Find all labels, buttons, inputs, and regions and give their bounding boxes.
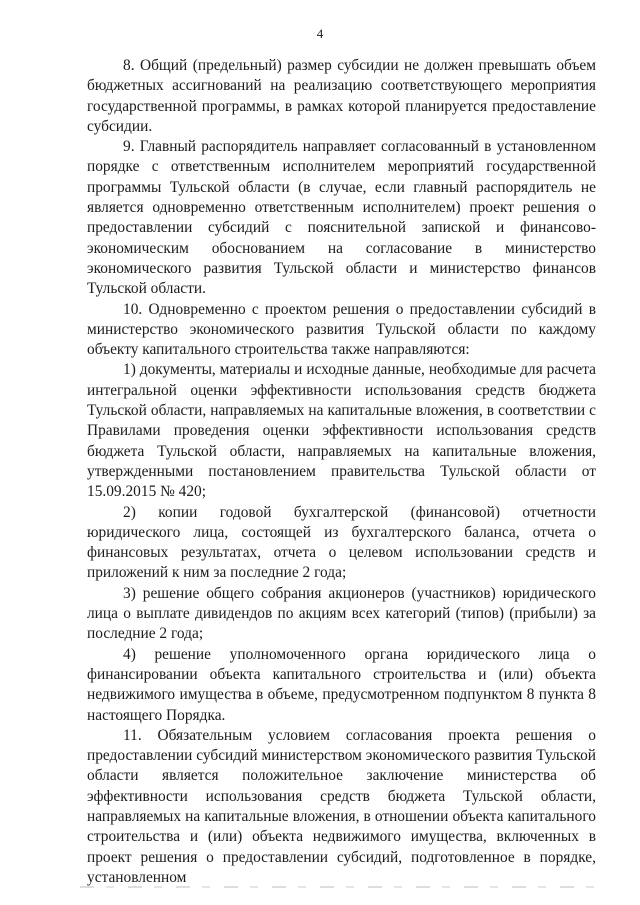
list-item-1: 1) документы, материалы и исходные данные, необходимые для расчета интегральной оценки эффективности использования средств бюджета Тульской области, направляемых на капитальные вложения, в соответствии с Правилами проведения оценки эффективности использования средств бюджета Тульской области, направляемых на капитальные вложения, утвержденными постановлением правительства Тульской области от 15.09.2015 № 420; — [87, 361, 596, 501]
page-number: 4 — [316, 26, 324, 41]
list-item-3: 3) решение общего собрания акционеров (участников) юридического лица о выплате дивидендов по акциям всех категорий (типов) (прибыли) за последние 2 года; — [87, 584, 596, 643]
scan-footer-artifact — [80, 886, 600, 888]
document-body — [87, 56, 596, 888]
paragraph-9: 9. Главный распорядитель направляет согласованный в установленном порядке с ответственным исполнителем мероприятий государственной программы Тульской области (в случае, если главный распорядитель не является одновременно ответственным исполнителем) проект решения о предоставлении субсидий с пояснительной запиской и финансово-экономическим обоснованием на согласование в министерство экономического развития Тульской области и министерство финансов Тульской области. — [87, 138, 596, 298]
paragraph-11: 11. Обязательным условием согласования проекта решения о предоставлении субсидий министерством экономического развития Тульской области является положительное заключение министерства об эффективности использования средств бюджета Тульской области, направляемых на капитальные вложения, в отношении объекта капитального строительства и (или) объекта недвижимого имущества, включенных в проект решения о предоставлении субсидий, подготовленное в порядке, установленном — [87, 726, 596, 886]
list-item-2: 2) копии годовой бухгалтерской (финансовой) отчетности юридического лица, состоящей из бухгалтерского баланса, отчета о финансовых результатах, отчета о целевом использовании средств и приложений к ним за последние 2 года; — [87, 503, 596, 582]
paragraph-10: 10. Одновременно с проектом решения о предоставлении субсидий в министерство экономического развития Тульской области по каждому объекту капитального строительства также направляются: — [87, 300, 596, 359]
list-item-4: 4) решение уполномоченного органа юридического лица о финансировании объекта капитального строительства и (или) объекта недвижимого имущества в объеме, предусмотренном подпунктом 8 пункта 8 настоящего Порядка. — [87, 645, 596, 724]
paragraph-8: 8. Общий (предельный) размер субсидии не должен превышать объем бюджетных ассигнований на реализацию соответствующего мероприятия государственной программы, в рамках которой планируется предоставление субсидии. — [87, 57, 596, 135]
